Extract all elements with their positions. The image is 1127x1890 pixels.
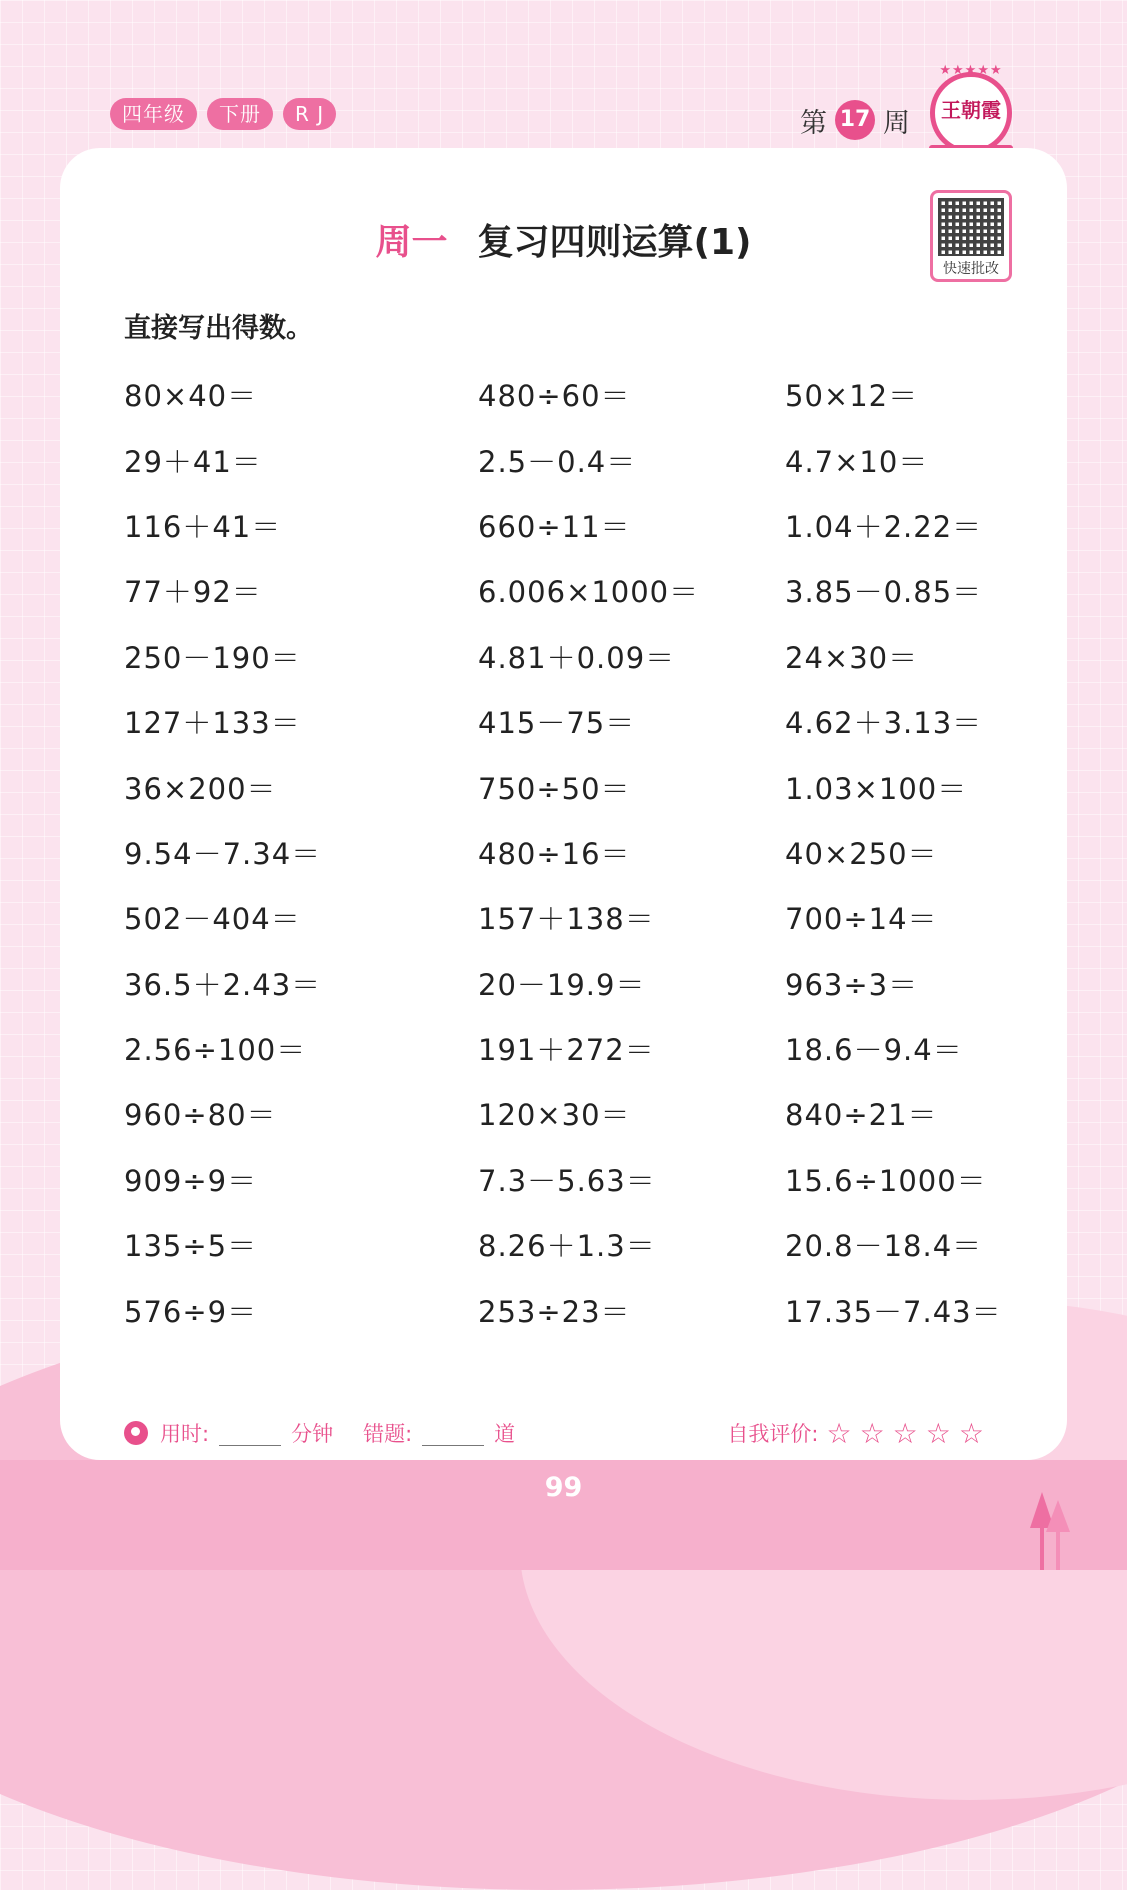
math-problem[interactable]: 17.35－7.43＝: [785, 1294, 1002, 1329]
math-problem[interactable]: 4.81＋0.09＝: [478, 640, 676, 675]
math-problem[interactable]: 15.6÷1000＝: [785, 1163, 987, 1198]
math-problem[interactable]: 750÷50＝: [478, 771, 631, 806]
problem-row: [124, 1081, 1045, 1146]
week-indicator: [800, 100, 910, 140]
arrow-tree-icon: [1030, 1492, 1070, 1570]
problem-grid: [124, 362, 1045, 1343]
math-problem[interactable]: 909÷9＝: [124, 1163, 258, 1198]
math-problem[interactable]: 6.006×1000＝: [478, 575, 700, 610]
math-problem[interactable]: 50×12＝: [785, 379, 919, 414]
grade-tags: [110, 98, 336, 130]
errors-blank[interactable]: [422, 1421, 484, 1446]
math-problem[interactable]: 36.5＋2.43＝: [124, 967, 322, 1002]
logo-stars-icon: ★★★★★: [939, 63, 1003, 78]
star-icon[interactable]: ☆: [958, 1416, 984, 1450]
problem-row: [124, 558, 1045, 623]
grade-tag: 四年级: [110, 98, 197, 130]
math-problem[interactable]: 963÷3＝: [785, 967, 919, 1002]
math-problem[interactable]: 9.54－7.34＝: [124, 836, 322, 871]
math-problem[interactable]: 480÷60＝: [478, 379, 631, 414]
star-icon[interactable]: ☆: [925, 1416, 951, 1450]
math-problem[interactable]: 4.62＋3.13＝: [785, 706, 983, 741]
qr-label: 快速批改: [943, 261, 999, 277]
math-problem[interactable]: 191＋272＝: [478, 1033, 655, 1068]
problem-row: [124, 624, 1045, 689]
math-problem[interactable]: 127＋133＝: [124, 706, 301, 741]
problem-row: [124, 1277, 1045, 1342]
errors-label: 错题:: [363, 1422, 413, 1446]
math-problem[interactable]: 502－404＝: [124, 902, 301, 937]
math-problem[interactable]: 29＋41＝: [124, 444, 262, 479]
math-problem[interactable]: 576÷9＝: [124, 1294, 258, 1329]
math-problem[interactable]: 2.56÷100＝: [124, 1033, 307, 1068]
math-problem[interactable]: 157＋138＝: [478, 902, 655, 937]
problem-row: [124, 1147, 1045, 1212]
page-title: [60, 214, 1067, 265]
brand-logo: [930, 63, 1012, 154]
star-icon[interactable]: ☆: [892, 1416, 918, 1450]
math-problem[interactable]: 116＋41＝: [124, 509, 282, 544]
time-blank[interactable]: [219, 1421, 281, 1446]
math-problem[interactable]: 7.3－5.63＝: [478, 1163, 656, 1198]
problem-row: [124, 427, 1045, 492]
math-problem[interactable]: 120×30＝: [478, 1098, 631, 1133]
time-label: 用时:: [160, 1422, 210, 1446]
footer: [124, 1413, 984, 1453]
problem-row: [124, 689, 1045, 754]
math-problem[interactable]: 8.26＋1.3＝: [478, 1229, 656, 1264]
math-problem[interactable]: 20－19.9＝: [478, 967, 646, 1002]
page-number: 99: [544, 1472, 583, 1503]
math-problem[interactable]: 840÷21＝: [785, 1098, 938, 1133]
week-suffix: 周: [883, 107, 910, 139]
title-topic: 复习四则运算(1): [477, 222, 752, 263]
star-icon[interactable]: ☆: [859, 1416, 885, 1450]
week-number: 17: [835, 100, 875, 140]
math-problem[interactable]: 20.8－18.4＝: [785, 1229, 983, 1264]
math-problem[interactable]: 1.04＋2.22＝: [785, 509, 983, 544]
edition-tag: R J: [283, 98, 336, 130]
math-problem[interactable]: 135÷5＝: [124, 1229, 258, 1264]
math-problem[interactable]: 960÷80＝: [124, 1098, 277, 1133]
math-problem[interactable]: 80×40＝: [124, 379, 258, 414]
problem-row: [124, 493, 1045, 558]
title-day: 周一: [375, 222, 448, 263]
star-icon[interactable]: ☆: [826, 1416, 852, 1450]
math-problem[interactable]: 700÷14＝: [785, 902, 938, 937]
problem-row: [124, 1212, 1045, 1277]
time-unit: 分钟: [291, 1422, 334, 1446]
rating-label: 自我评价:: [727, 1422, 819, 1446]
math-problem[interactable]: 415－75＝: [478, 706, 636, 741]
problem-row: [124, 820, 1045, 885]
problem-row: [124, 362, 1045, 427]
math-problem[interactable]: 660÷11＝: [478, 509, 631, 544]
self-rating: [727, 1417, 984, 1450]
problem-row: [124, 885, 1045, 950]
problem-row: [124, 1016, 1045, 1081]
volume-tag: 下册: [207, 98, 273, 130]
qr-code-icon: [938, 198, 1004, 256]
logo-text: 王朝霞: [941, 98, 1001, 122]
math-problem[interactable]: 3.85－0.85＝: [785, 575, 983, 610]
errors-unit: 道: [494, 1422, 516, 1446]
math-problem[interactable]: 36×200＝: [124, 771, 277, 806]
math-problem[interactable]: 24×30＝: [785, 640, 919, 675]
math-problem[interactable]: 2.5－0.4＝: [478, 444, 637, 479]
instruction: 直接写出得数。: [124, 313, 313, 344]
math-problem[interactable]: 250－190＝: [124, 640, 301, 675]
math-problem[interactable]: 18.6－9.4＝: [785, 1033, 963, 1068]
stopwatch-icon: [124, 1421, 148, 1445]
problem-row: [124, 951, 1045, 1016]
qr-code[interactable]: [930, 190, 1012, 282]
problem-row: [124, 754, 1045, 819]
math-problem[interactable]: 253÷23＝: [478, 1294, 631, 1329]
math-problem[interactable]: 40×250＝: [785, 836, 938, 871]
math-problem[interactable]: 480÷16＝: [478, 836, 631, 871]
worksheet-card: [60, 148, 1067, 1460]
math-problem[interactable]: 77＋92＝: [124, 575, 262, 610]
math-problem[interactable]: 4.7×10＝: [785, 444, 929, 479]
math-problem[interactable]: 1.03×100＝: [785, 771, 968, 806]
week-prefix: 第: [800, 107, 827, 139]
